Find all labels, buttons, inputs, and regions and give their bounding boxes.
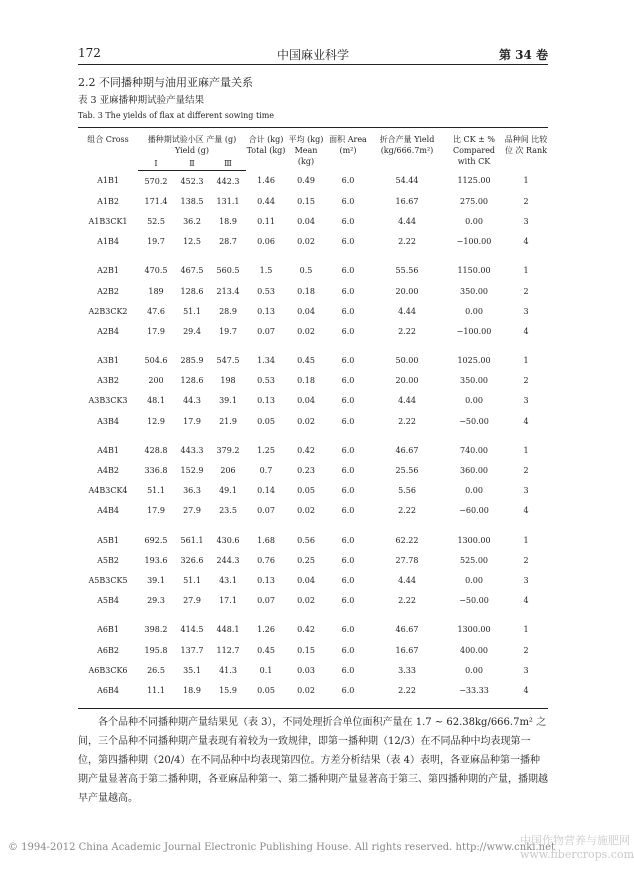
table-cell: 23.5 [219,506,237,516]
table-cell: 1 [523,535,529,545]
table-cell: 0.42 [297,625,315,635]
table-cell: 17.9 [147,326,165,336]
table-row [78,640,548,660]
table-cell: 1.46 [257,176,275,186]
table-cell: 360.00 [460,466,488,476]
table-cell: A2B1 [97,266,119,276]
volume-label: 第 34 卷 [498,48,548,62]
table-cell: 18.9 [219,216,237,226]
table-cell: 0.00 [465,396,483,406]
table-caption-cn: 表 3 亚麻播种期试验产量结果 [78,95,205,106]
table-row [78,261,548,281]
table-cell: 0.05 [257,685,275,695]
table-cell: 1.68 [257,535,275,545]
table-cell: 285.9 [180,356,204,366]
table-cell: 0.06 [257,237,275,247]
table-cell: 414.5 [180,625,204,635]
table-cell: 21.9 [219,416,237,426]
group-spacer [78,431,548,440]
table-cell: 0.23 [297,466,315,476]
table-cell: 0.07 [257,326,275,336]
table-cell: 1150.00 [457,266,491,276]
table-cell: 6.0 [341,306,355,316]
table-cell: 6.0 [341,356,355,366]
table-cell: 49.1 [219,486,237,496]
table-cell: 51.1 [183,575,201,585]
table-body [78,171,548,701]
table-cell: 171.4 [144,196,168,206]
table-row [78,680,548,700]
table-cell: 0.18 [297,376,315,386]
table-cell: 17.1 [219,596,237,606]
table-cell: 41.3 [219,665,237,675]
table-cell: 2.22 [398,237,416,247]
table-cell: 50.00 [395,356,419,366]
table-cell: 448.1 [216,625,240,635]
table-row [78,321,548,341]
table-cell: 1125.00 [457,176,491,186]
yield-table [78,133,548,701]
table-row [78,570,548,590]
table-row [78,411,548,431]
table-cell: 740.00 [460,445,488,455]
table-row [78,391,548,411]
table-cell: 504.6 [144,356,168,366]
table-cell: 46.67 [395,625,419,635]
col-header-rank: 品种间 比较位 次 Rank [504,135,548,155]
table-cell: 51.1 [147,486,165,496]
table-row [78,530,548,550]
table-cell: 128.6 [180,286,204,296]
table-cell: 0.00 [465,486,483,496]
table-row [78,550,548,570]
table-cell: 2 [523,645,529,655]
table-cell: 16.67 [395,196,419,206]
table-cell: 35.1 [183,665,201,675]
table-cell: 560.5 [216,266,240,276]
table-cell: 3 [523,575,529,585]
table-caption-en: Tab. 3 The yields of flax at different sowing time [78,111,275,120]
table-cell: 1.26 [257,625,275,635]
table-cell: 4.44 [398,396,416,406]
table-cell: 0.44 [257,196,275,206]
col-header-yield: 折合产量 Yield (kg/666.7m²) [379,135,435,155]
table-cell: 112.7 [216,645,240,655]
table-cell: 1.5 [259,266,273,276]
table-cell: 6.0 [341,196,355,206]
table-cell: 0.00 [465,216,483,226]
table-cell: 0.05 [297,486,315,496]
table-cell: 6.0 [341,326,355,336]
table-cell: 4 [523,237,529,247]
table-cell: 0.04 [297,575,315,585]
table-cell: 6.0 [341,486,355,496]
col-header-plot-3: Ⅲ [210,157,246,171]
table-cell: −60.00 [459,506,489,516]
table-cell: 2.22 [398,416,416,426]
table-cell: 2.22 [398,685,416,695]
table-cell: 0.05 [257,416,275,426]
table-row [78,481,548,501]
table-cell: A3B1 [97,356,119,366]
table-cell: 200 [148,376,164,386]
table-cell: 15.9 [219,685,237,695]
table-cell: 0.02 [297,596,315,606]
table-cell: 4.44 [398,306,416,316]
table-cell: 6.0 [341,596,355,606]
table-cell: 195.8 [144,645,168,655]
table-cell: 4 [523,506,529,516]
table-cell: A6B1 [97,625,119,635]
table-cell: 6.0 [341,535,355,545]
table-cell: 3 [523,216,529,226]
table-cell: 6.0 [341,665,355,675]
table-cell: 20.00 [395,376,419,386]
table-cell: 62.22 [395,535,419,545]
table-cell: 4.44 [398,216,416,226]
table-cell: 6.0 [341,645,355,655]
table-cell: 6.0 [341,506,355,516]
table-cell: 19.7 [219,326,237,336]
table-cell: 1 [523,176,529,186]
table-cell: 0.45 [257,645,275,655]
table-cell: 0.13 [257,396,275,406]
table-cell: 0.45 [297,356,315,366]
table-cell: 198 [220,376,236,386]
table-cell: 525.00 [460,555,488,565]
table-cell: 0.07 [257,596,275,606]
table-cell: 3 [523,396,529,406]
table-cell: 6.0 [341,237,355,247]
table-cell: 44.3 [183,396,201,406]
table-cell: 0.02 [297,416,315,426]
table-cell: 6.0 [341,575,355,585]
table-cell: 18.9 [183,685,201,695]
table-cell: 0.02 [297,326,315,336]
page-header [78,42,548,64]
group-spacer [78,342,548,351]
table-cell: 0.00 [465,665,483,675]
table-cell: 3 [523,306,529,316]
table-cell: 350.00 [460,376,488,386]
table-cell: 39.1 [219,396,237,406]
section-heading: 2.2 不同播种期与油用亚麻产量关系 [78,76,253,89]
col-header-plot-1: Ⅰ [138,157,174,171]
table-cell: 1025.00 [457,356,491,366]
table-cell: 1 [523,266,529,276]
table-cell: A1B4 [97,237,119,247]
table-cell: 0.1 [259,665,273,675]
table-cell: A6B4 [97,685,119,695]
table-row [78,232,548,252]
table-row [78,501,548,521]
table-row [78,460,548,480]
table-row [78,591,548,611]
table-cell: 27.78 [395,555,419,565]
table-cell: 326.6 [180,555,204,565]
group-spacer [78,611,548,620]
table-cell: 29.3 [147,596,165,606]
table-cell: 428.8 [144,445,168,455]
col-header-cross: 组合 Cross [87,135,129,144]
table-cell: 36.2 [183,216,201,226]
table-cell: −100.00 [456,326,492,336]
table-cell: 29.4 [183,326,201,336]
table-cell: 4 [523,416,529,426]
table-cell: 6.0 [341,396,355,406]
table-cell: 0.03 [297,665,315,675]
table-cell: 3.33 [398,665,416,675]
table-cell: 0.13 [257,306,275,316]
table-cell: 275.00 [460,196,488,206]
table-cell: 48.1 [147,396,165,406]
journal-name: 中国麻业科学 [276,48,349,62]
copyright-footer: © 1994-2012 China Academic Journal Electronic Publishing House. All rights reserved. http://www.cnki.net [8,842,556,853]
table-cell: 47.6 [147,306,165,316]
table-cell: 51.1 [183,306,201,316]
table-cell: 137.7 [180,645,204,655]
table-row [78,301,548,321]
table-top-rule [78,127,548,128]
site-watermark [520,834,634,862]
table-cell: 0.02 [297,237,315,247]
table-cell: 6.0 [341,376,355,386]
table-cell: 0.56 [297,535,315,545]
table-cell: 547.5 [216,356,240,366]
table-cell: 2 [523,286,529,296]
table-cell: 28.7 [219,237,237,247]
table-cell: A3B4 [97,416,119,426]
table-cell: 692.5 [144,535,168,545]
table-cell: A2B2 [97,286,119,296]
table-row [78,191,548,211]
col-header-plot-yield: 播种期试验小区 产量 (g) Yield (g) [147,135,237,155]
table-cell: 1 [523,445,529,455]
table-cell: 452.3 [180,176,204,186]
table-cell: 0.76 [257,555,275,565]
watermark-line-1: 中国作物营养与施肥网 [520,834,630,847]
table-cell: A4B2 [97,466,119,476]
table-cell: 213.4 [216,286,240,296]
group-spacer [78,521,548,530]
table-cell: A5B4 [97,596,119,606]
table-cell: 4 [523,326,529,336]
table-cell: 3 [523,665,529,675]
table-cell: −50.00 [459,416,489,426]
col-header-total: 合计 (kg) Total (kg) [246,135,286,155]
table-cell: 430.6 [216,535,240,545]
table-cell: 12.9 [147,416,165,426]
table-cell: 2 [523,555,529,565]
table-cell: 0.00 [465,306,483,316]
table-cell: A1B1 [97,176,119,186]
table-cell: A3B2 [97,376,119,386]
table-cell: 2.22 [398,326,416,336]
table-cell: 36.3 [183,486,201,496]
table-cell: 2 [523,376,529,386]
table-cell: 46.67 [395,445,419,455]
table-cell: 27.9 [183,596,201,606]
table-cell: 0.04 [297,306,315,316]
table-row [78,440,548,460]
table-cell: 2 [523,466,529,476]
table-cell: 25.56 [395,466,419,476]
table-cell: 39.1 [147,575,165,585]
table-cell: 0.02 [297,506,315,516]
table-cell: 0.15 [297,196,315,206]
table-cell: 4 [523,596,529,606]
table-cell: 131.1 [216,196,240,206]
table-cell: 28.9 [219,306,237,316]
table-cell: 2.22 [398,506,416,516]
table-cell: 138.5 [180,196,204,206]
table-cell: A4B3CK4 [88,486,128,496]
table-cell: 12.5 [183,237,201,247]
table-cell: 350.00 [460,286,488,296]
table-cell: 0.53 [257,376,275,386]
col-header-compare: 比 CK ± % Compared with CK [452,135,496,166]
table-cell: 6.0 [341,466,355,476]
table-cell: 6.0 [341,266,355,276]
table-cell: 398.2 [144,625,168,635]
table-cell: 16.67 [395,645,419,655]
table-cell: A5B1 [97,535,119,545]
table-cell: 6.0 [341,625,355,635]
table-cell: 6.0 [341,176,355,186]
table-cell: 0.18 [297,286,315,296]
table-cell: 0.13 [257,575,275,585]
table-cell: 17.9 [147,506,165,516]
table-cell: A5B3CK5 [88,575,128,585]
table-cell: 400.00 [460,645,488,655]
table-cell: 6.0 [341,416,355,426]
col-header-area: 面积 Area (m²) [329,135,367,155]
table-cell: 3 [523,486,529,496]
table-cell: A2B3CK2 [88,306,128,316]
table-cell: 0.42 [297,445,315,455]
table-cell: 206 [220,466,236,476]
table-cell: 54.44 [395,176,419,186]
table-cell: 0.7 [259,466,273,476]
table-cell: A1B2 [97,196,119,206]
page-number: 172 [78,46,101,60]
table-cell: 6.0 [341,216,355,226]
table-cell: 2 [523,196,529,206]
table-cell: 0.25 [297,555,315,565]
table-cell: 20.00 [395,286,419,296]
table-cell: 1 [523,625,529,635]
table-cell: 55.56 [395,266,419,276]
table-cell: A4B1 [97,445,119,455]
table-cell: 336.8 [144,466,168,476]
table-cell: 19.7 [147,237,165,247]
table-cell: 128.6 [180,376,204,386]
table-cell: 27.9 [183,506,201,516]
table-cell: 52.5 [147,216,165,226]
table-cell: 152.9 [180,466,204,476]
group-spacer [78,252,548,261]
table-cell: 1.25 [257,445,275,455]
table-cell: −33.33 [459,685,489,695]
table-row [78,351,548,371]
table-cell: 0.53 [257,286,275,296]
table-cell: 2.22 [398,596,416,606]
table-cell: 43.1 [219,575,237,585]
table-cell: 1300.00 [457,535,491,545]
table-cell: 443.3 [180,445,204,455]
table-row [78,371,548,391]
table-cell: 26.5 [147,665,165,675]
table-cell: 470.5 [144,266,168,276]
table-cell: A4B4 [97,506,119,516]
table-cell: 561.1 [180,535,204,545]
table-cell: 442.3 [216,176,240,186]
table-cell: 193.6 [144,555,168,565]
table-cell: 244.3 [216,555,240,565]
table-cell: 1300.00 [457,625,491,635]
table-cell: 4.44 [398,575,416,585]
table-cell: 4 [523,685,529,695]
table-cell: 6.0 [341,685,355,695]
table-cell: A3B3CK3 [88,396,128,406]
table-row [78,281,548,301]
table-cell: 467.5 [180,266,204,276]
table-cell: 0.49 [297,176,315,186]
table-cell: A2B4 [97,326,119,336]
table-row [78,620,548,640]
table-cell: 11.1 [147,685,165,695]
table-row [78,211,548,231]
table-cell: 0.5 [299,266,313,276]
table-cell: −100.00 [456,237,492,247]
header-rule [78,64,548,65]
table-row [78,171,548,192]
table-cell: 0.00 [465,575,483,585]
table-row [78,660,548,680]
table-cell: 0.11 [257,216,275,226]
table-cell: −50.00 [459,596,489,606]
table-cell: A1B3CK1 [88,216,128,226]
table-cell: 1.34 [257,356,275,366]
table-cell: 379.2 [216,445,240,455]
table-cell: 189 [148,286,164,296]
col-header-plot-2: Ⅱ [174,157,210,171]
table-cell: 0.04 [297,216,315,226]
table-cell: 0.14 [257,486,275,496]
table-cell: A5B2 [97,555,119,565]
table-cell: 6.0 [341,445,355,455]
col-header-mean: 平均 (kg) Mean (kg) [288,135,324,166]
table-cell: 0.02 [297,685,315,695]
table-cell: A6B2 [97,645,119,655]
table-cell: 6.0 [341,555,355,565]
table-cell: 17.9 [183,416,201,426]
watermark-line-2: www.fibercrops.com [520,848,634,861]
table-cell: 1 [523,356,529,366]
table-cell: 0.15 [297,645,315,655]
table-cell: 5.56 [398,486,416,496]
table-cell: 570.2 [144,176,168,186]
table-cell: A6B3CK6 [88,665,128,675]
table-bottom-rule [78,708,548,709]
table-cell: 6.0 [341,286,355,296]
body-paragraph: 各个品种不同播种期产量结果见（表 3），不同处理折合单位面积产量在 1.7 ~ 62.38kg/666.7m² 之间，三个品种不同播种期产量表现有着较为一致规律，即第一播种期（12/3）在不同品种中均表现第一位，第四播种期（20/4）在不同品种中均表现第四位。方差分析结果（表 4）表明，各亚麻品种第一播种期产量显著高于第二播种期，各亚麻品种第一、第二播种期产量显著高于第三、第四播种期的产量，播期越早产量越高。 [78,717,548,804]
table-cell: 0.07 [257,506,275,516]
table-cell: 0.04 [297,396,315,406]
